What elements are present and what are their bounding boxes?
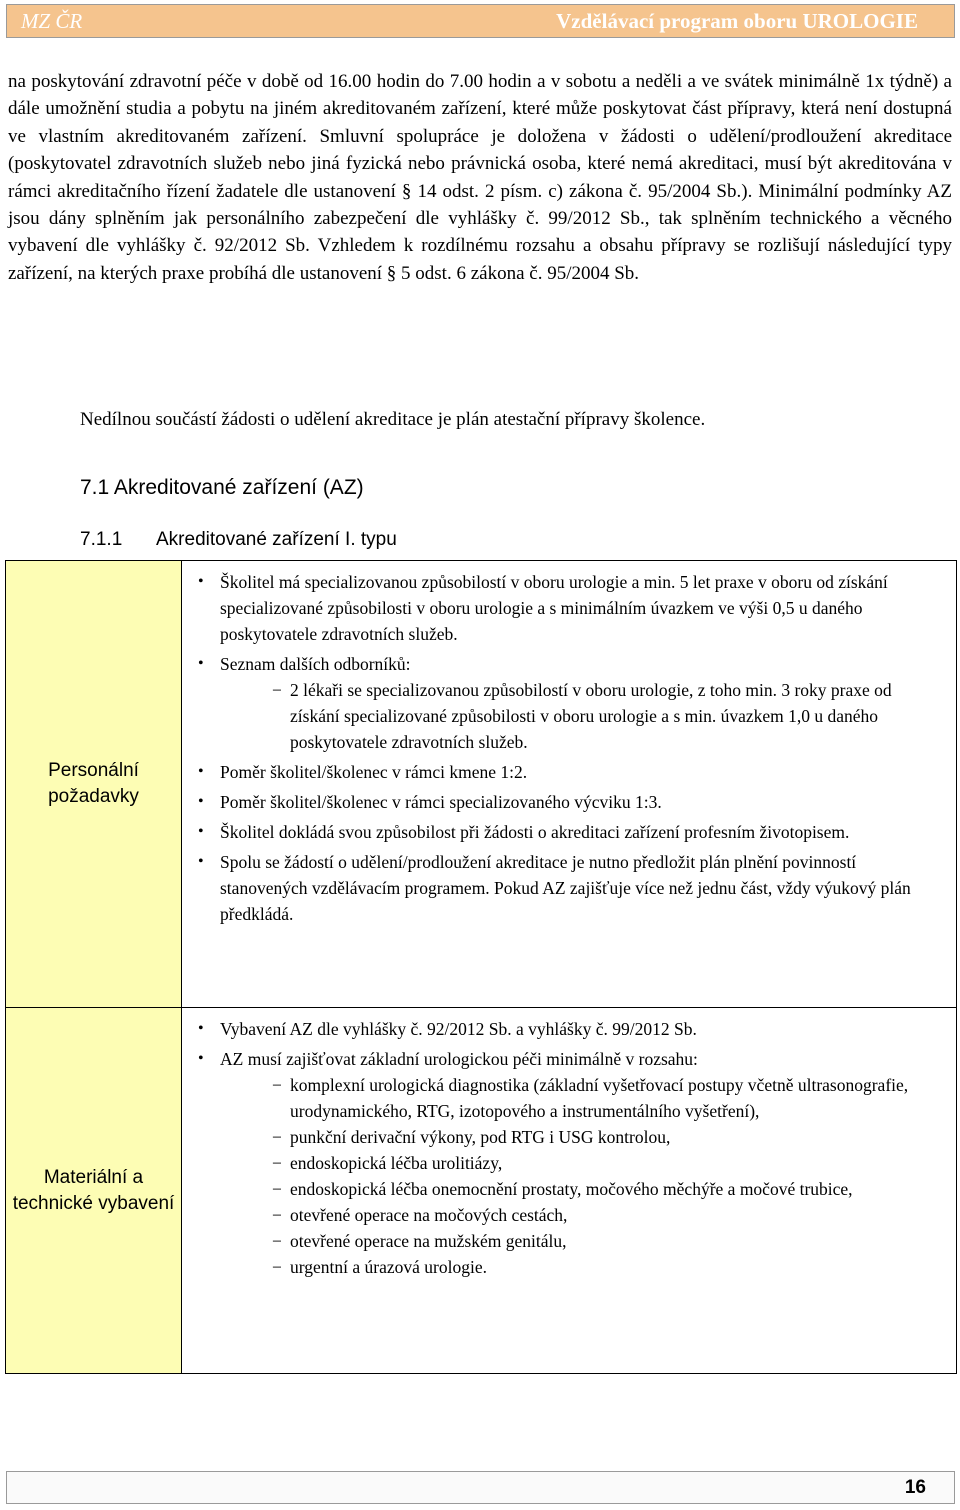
subsection-number: 7.1.1 — [80, 529, 123, 550]
list-item — [192, 789, 944, 815]
page-number: 16 — [904, 1477, 926, 1498]
list-item-text: Školitel dokládá svou způsobilost při žádosti o akreditaci zařízení profesním životopisem. — [220, 822, 850, 842]
row-label: Materiální a technické vybavení — [6, 1008, 182, 1374]
sub-list-item: − urgentní a úrazová urologie. — [272, 1254, 944, 1280]
page-footer — [6, 1471, 955, 1504]
table-row — [6, 561, 957, 1008]
sub-list-item: − 2 lékaři se specializovanou způsobilostí v oboru urologie, z toho min. 3 roky praxe od získání specializované způsobilosti v oboru urologie a s min. úvazkem 1,0 u daného poskytovatele zdravotních služeb. — [272, 677, 944, 755]
table-row — [6, 1008, 957, 1374]
list-item — [192, 569, 944, 647]
list-item — [192, 759, 944, 785]
header-program-title: Vzdělávací program oboru UROLOGIE — [556, 9, 918, 33]
list-item-text: Poměr školitel/školenec v rámci kmene 1:2. — [220, 762, 528, 782]
list-item-text: AZ musí zajišťovat základní urologickou péči minimálně v rozsahu: — [220, 1049, 698, 1069]
requirements-list — [192, 569, 944, 927]
header-ministry: MZ ČR — [21, 9, 83, 33]
row-content — [182, 561, 957, 1008]
list-item — [192, 849, 944, 927]
list-item-text: Spolu se žádostí o udělení/prodloužení akreditace je nutno předložit plán plnění povinností stanovených vzdělávacím programem. Pokud AZ zajišťuje více než jednu část, vždy výukový plán předkládá. — [220, 852, 911, 924]
sub-list — [220, 677, 944, 755]
subsection-name: Akreditované zařízení I. typu — [156, 529, 397, 550]
requirements-table — [5, 560, 957, 1374]
list-item-text: Vybavení AZ dle vyhlášky č. 92/2012 Sb. a vyhlášky č. 99/2012 Sb. — [220, 1019, 697, 1039]
list-item — [192, 651, 944, 755]
sub-list-item: − endoskopická léčba urolitiázy, — [272, 1150, 944, 1176]
sub-list-item: − otevřené operace na močových cestách, — [272, 1202, 944, 1228]
row-label: Personální požadavky — [6, 561, 182, 1008]
list-item — [192, 1016, 944, 1042]
sub-list-item: − komplexní urologická diagnostika (základní vyšetřovací postupy včetně ultrasonografie, urodynamického, RTG, izotopového a instrumentálního vyšetření), — [272, 1072, 944, 1124]
list-item-text: Poměr školitel/školenec v rámci specializovaného výcviku 1:3. — [220, 792, 662, 812]
list-item — [192, 819, 944, 845]
sub-list-item: − endoskopická léčba onemocnění prostaty, močového měchýře a močové trubice, — [272, 1176, 944, 1202]
list-item — [192, 1046, 944, 1280]
section-title: 7.1 Akreditované zařízení (AZ) — [80, 476, 364, 499]
subsection-title — [80, 529, 397, 551]
page-header — [6, 4, 955, 38]
sub-list — [220, 1072, 944, 1280]
row-content — [182, 1008, 957, 1374]
sub-list-item: − otevřené operace na mužském genitálu, — [272, 1228, 944, 1254]
requirements-list — [192, 1016, 944, 1280]
sub-list-item: − punkční derivační výkony, pod RTG i USG kontrolou, — [272, 1124, 944, 1150]
intro-paragraph: na poskytování zdravotní péče v době od 16.00 hodin do 7.00 hodin a v sobotu a neděli a ve svátek minimálně 1x týdně) a dále umožnění studia a pobytu na jiném akreditovaném zařízení, které může poskytovat část přípravy, která není dostupná ve vlastním akreditovaném zařízení. Smluvní spolupráce je doložena v žádosti o udělení/prodloužení akreditace (poskytovatel zdravotních služeb nebo jiná fyzická nebo právnická osoba, které nemá akreditaci, musí být akreditována v rámci akreditačního řízení žadatele dle ustanovení § 14 odst. 2 písm. c) zákona č. 95/2004 Sb.). Minimální podmínky AZ jsou dány splněním jak personálního zabezpečení dle vyhlášky č. 99/2012 Sb., tak splněním technického a věcného vybavení dle vyhlášky č. 92/2012 Sb. Vzhledem k rozdílnému rozsahu a obsahu přípravy se rozlišují následující typy zařízení, na kterých praxe probíhá dle ustanovení § 5 odst. 6 zákona č. 95/2004 Sb. — [8, 71, 952, 284]
list-item-text: Seznam dalších odborníků: — [220, 654, 411, 674]
accreditation-note: Nedílnou součástí žádosti o udělení akreditace je plán atestační přípravy školence. — [80, 409, 706, 430]
list-item-text: Školitel má specializovanou způsobilostí v oboru urologie a min. 5 let praxe v oboru od získání specializované způsobilosti v oboru urologie a s minimálním úvazkem ve výši 0,5 u daného poskytovatele zdravotních služeb. — [220, 572, 888, 644]
